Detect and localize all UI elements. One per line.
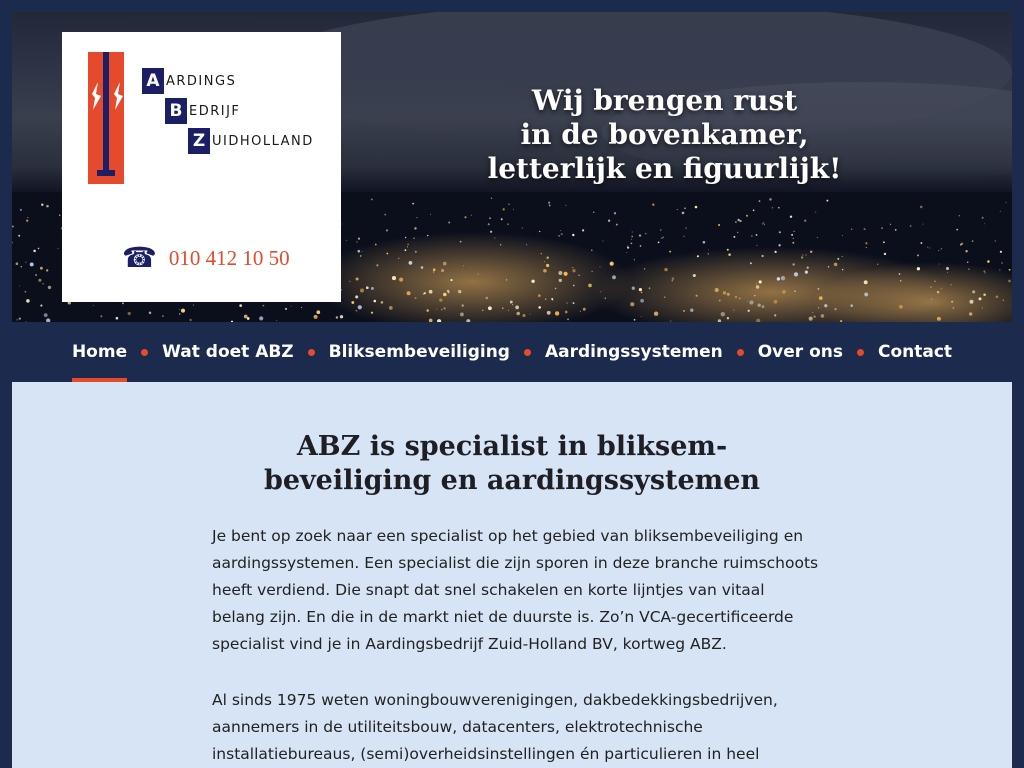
- lightning-rod-logo-icon: [88, 52, 124, 184]
- logo-line-aardings: A ARDINGS: [142, 68, 236, 94]
- nav-item-over-ons[interactable]: Over ons: [757, 342, 843, 362]
- intro-paragraph: Je bent op zoek naar een specialist op het gebied van bliksembeveiliging en aardingssystemen. Een specialist die zijn sporen in deze branche ruimschoots heeft verdiend. Die snapt dat snel schakelen en korte lijntjes van vitaal belang zijn. En die in de markt niet de duurste is. Zo’n VCA-gecertificeerde specialist vind je in Aardingsbedrijf Zuid-Holland BV, kortweg ABZ.: [212, 527, 819, 653]
- logo-card[interactable]: [62, 32, 341, 302]
- tagline-line-3: letterlijk en figuurlijk!: [487, 152, 842, 185]
- page-title: [192, 430, 832, 498]
- nav-separator-dot: [141, 349, 148, 356]
- tagline-line-1: Wij brengen rust: [531, 84, 798, 117]
- phone-contact[interactable]: [122, 244, 290, 272]
- main-content: [12, 382, 1012, 768]
- nav-item-home[interactable]: Home: [72, 322, 127, 382]
- nav-item-aardingssystemen[interactable]: Aardingssystemen: [544, 342, 723, 362]
- tagline-line-2: in de bovenkamer,: [520, 118, 809, 151]
- nav-item-contact[interactable]: Contact: [877, 342, 953, 362]
- main-navigation: [0, 322, 1024, 382]
- nav-separator-dot: [737, 349, 744, 356]
- nav-separator-dot: [308, 349, 315, 356]
- page-title-line-1: ABZ is specialist in bliksem-: [296, 431, 728, 462]
- nav-separator-dot: [524, 349, 531, 356]
- logo-line-bedrijf: B EDRIJF: [165, 98, 240, 124]
- phone-number[interactable]: 010 412 10 50: [168, 245, 290, 270]
- history-paragraph: Al sinds 1975 weten woningbouwverenigingen, dakbedekkingsbedrijven, aannemers in de utiliteitsbouw, datacenters, elektrotechnische installatiebureaus, (semi)overheidsinstellingen én particulieren in heel: [212, 691, 778, 763]
- nav-item-bliksembeveiliging[interactable]: Bliksembeveiliging: [328, 342, 510, 362]
- nav-item-wat-doet-abz[interactable]: Wat doet ABZ: [162, 342, 294, 362]
- page-title-line-2: beveiliging en aardingssystemen: [263, 465, 761, 496]
- nav-separator-dot: [857, 349, 864, 356]
- telephone-icon: ☎: [122, 242, 157, 273]
- logo-line-zuidholland: Z UIDHOLLAND: [188, 128, 314, 154]
- hero-tagline: [442, 84, 887, 186]
